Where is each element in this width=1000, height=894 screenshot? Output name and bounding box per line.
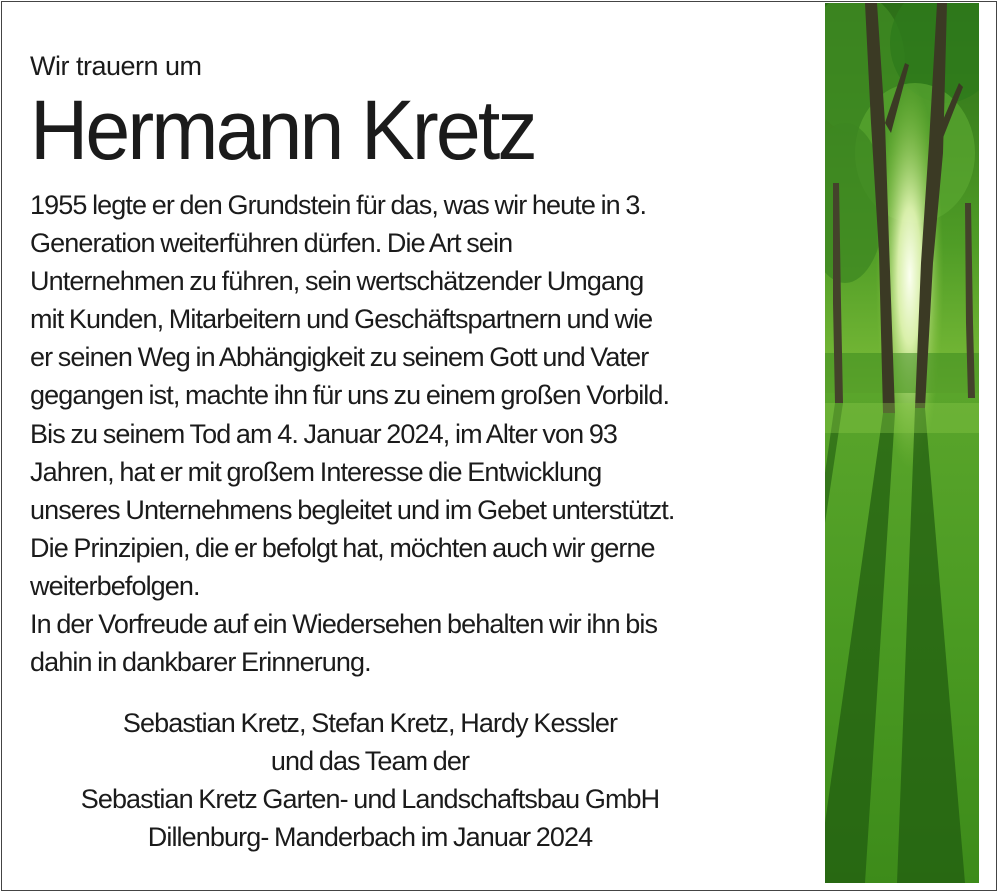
signature-block (30, 704, 710, 856)
body-line: weiterbefolgen. (30, 570, 200, 601)
body-line: gegangen ist, machte ihn für uns zu einem großen Vorbild. (30, 380, 670, 411)
body-line: Unternehmen zu führen, sein wertschätzender Umgang (30, 266, 644, 297)
forest-photo (825, 3, 979, 883)
signature-line: Dillenburg- Manderbach im Januar 2024 (147, 822, 593, 852)
body-line: Bis zu seinem Tod am 4. Januar 2024, im Alter von 93 (30, 418, 618, 449)
body-line: mit Kunden, Mitarbeitern und Geschäftspartnern und wie (30, 304, 653, 335)
signature-line: und das Team der (270, 746, 470, 776)
signature-line: Sebastian Kretz, Stefan Kretz, Hardy Kessler (122, 708, 618, 738)
body-line: dahin in dankbarer Erinnerung. (30, 647, 371, 678)
obituary-text-block (30, 50, 800, 681)
obituary-body (30, 186, 800, 681)
obituary-kicker: Wir trauern um (30, 51, 202, 81)
signature-line: Sebastian Kretz Garten- und Landschaftsbau GmbH (80, 784, 660, 814)
body-line: Jahren, hat er mit großem Interesse die Entwicklung (30, 456, 602, 487)
body-line: Die Prinzipien, die er befolgt hat, möchten auch wir gerne (30, 532, 655, 563)
body-line: unseres Unternehmens begleitet und im Gebet unterstützt. (30, 494, 675, 525)
body-line: er seinen Weg in Abhängigkeit zu seinem Gott und Vater (30, 342, 649, 373)
body-line: In der Vorfreude auf ein Wiedersehen behalten wir ihn bis (30, 609, 658, 640)
body-line: 1955 legte er den Grundstein für das, was wir heute in 3. (30, 190, 647, 220)
forest-illustration (825, 3, 979, 883)
obituary-notice (1, 1, 997, 891)
body-line: Generation weiterführen dürfen. Die Art sein (30, 228, 513, 259)
deceased-name: Hermann Kretz (30, 83, 535, 177)
